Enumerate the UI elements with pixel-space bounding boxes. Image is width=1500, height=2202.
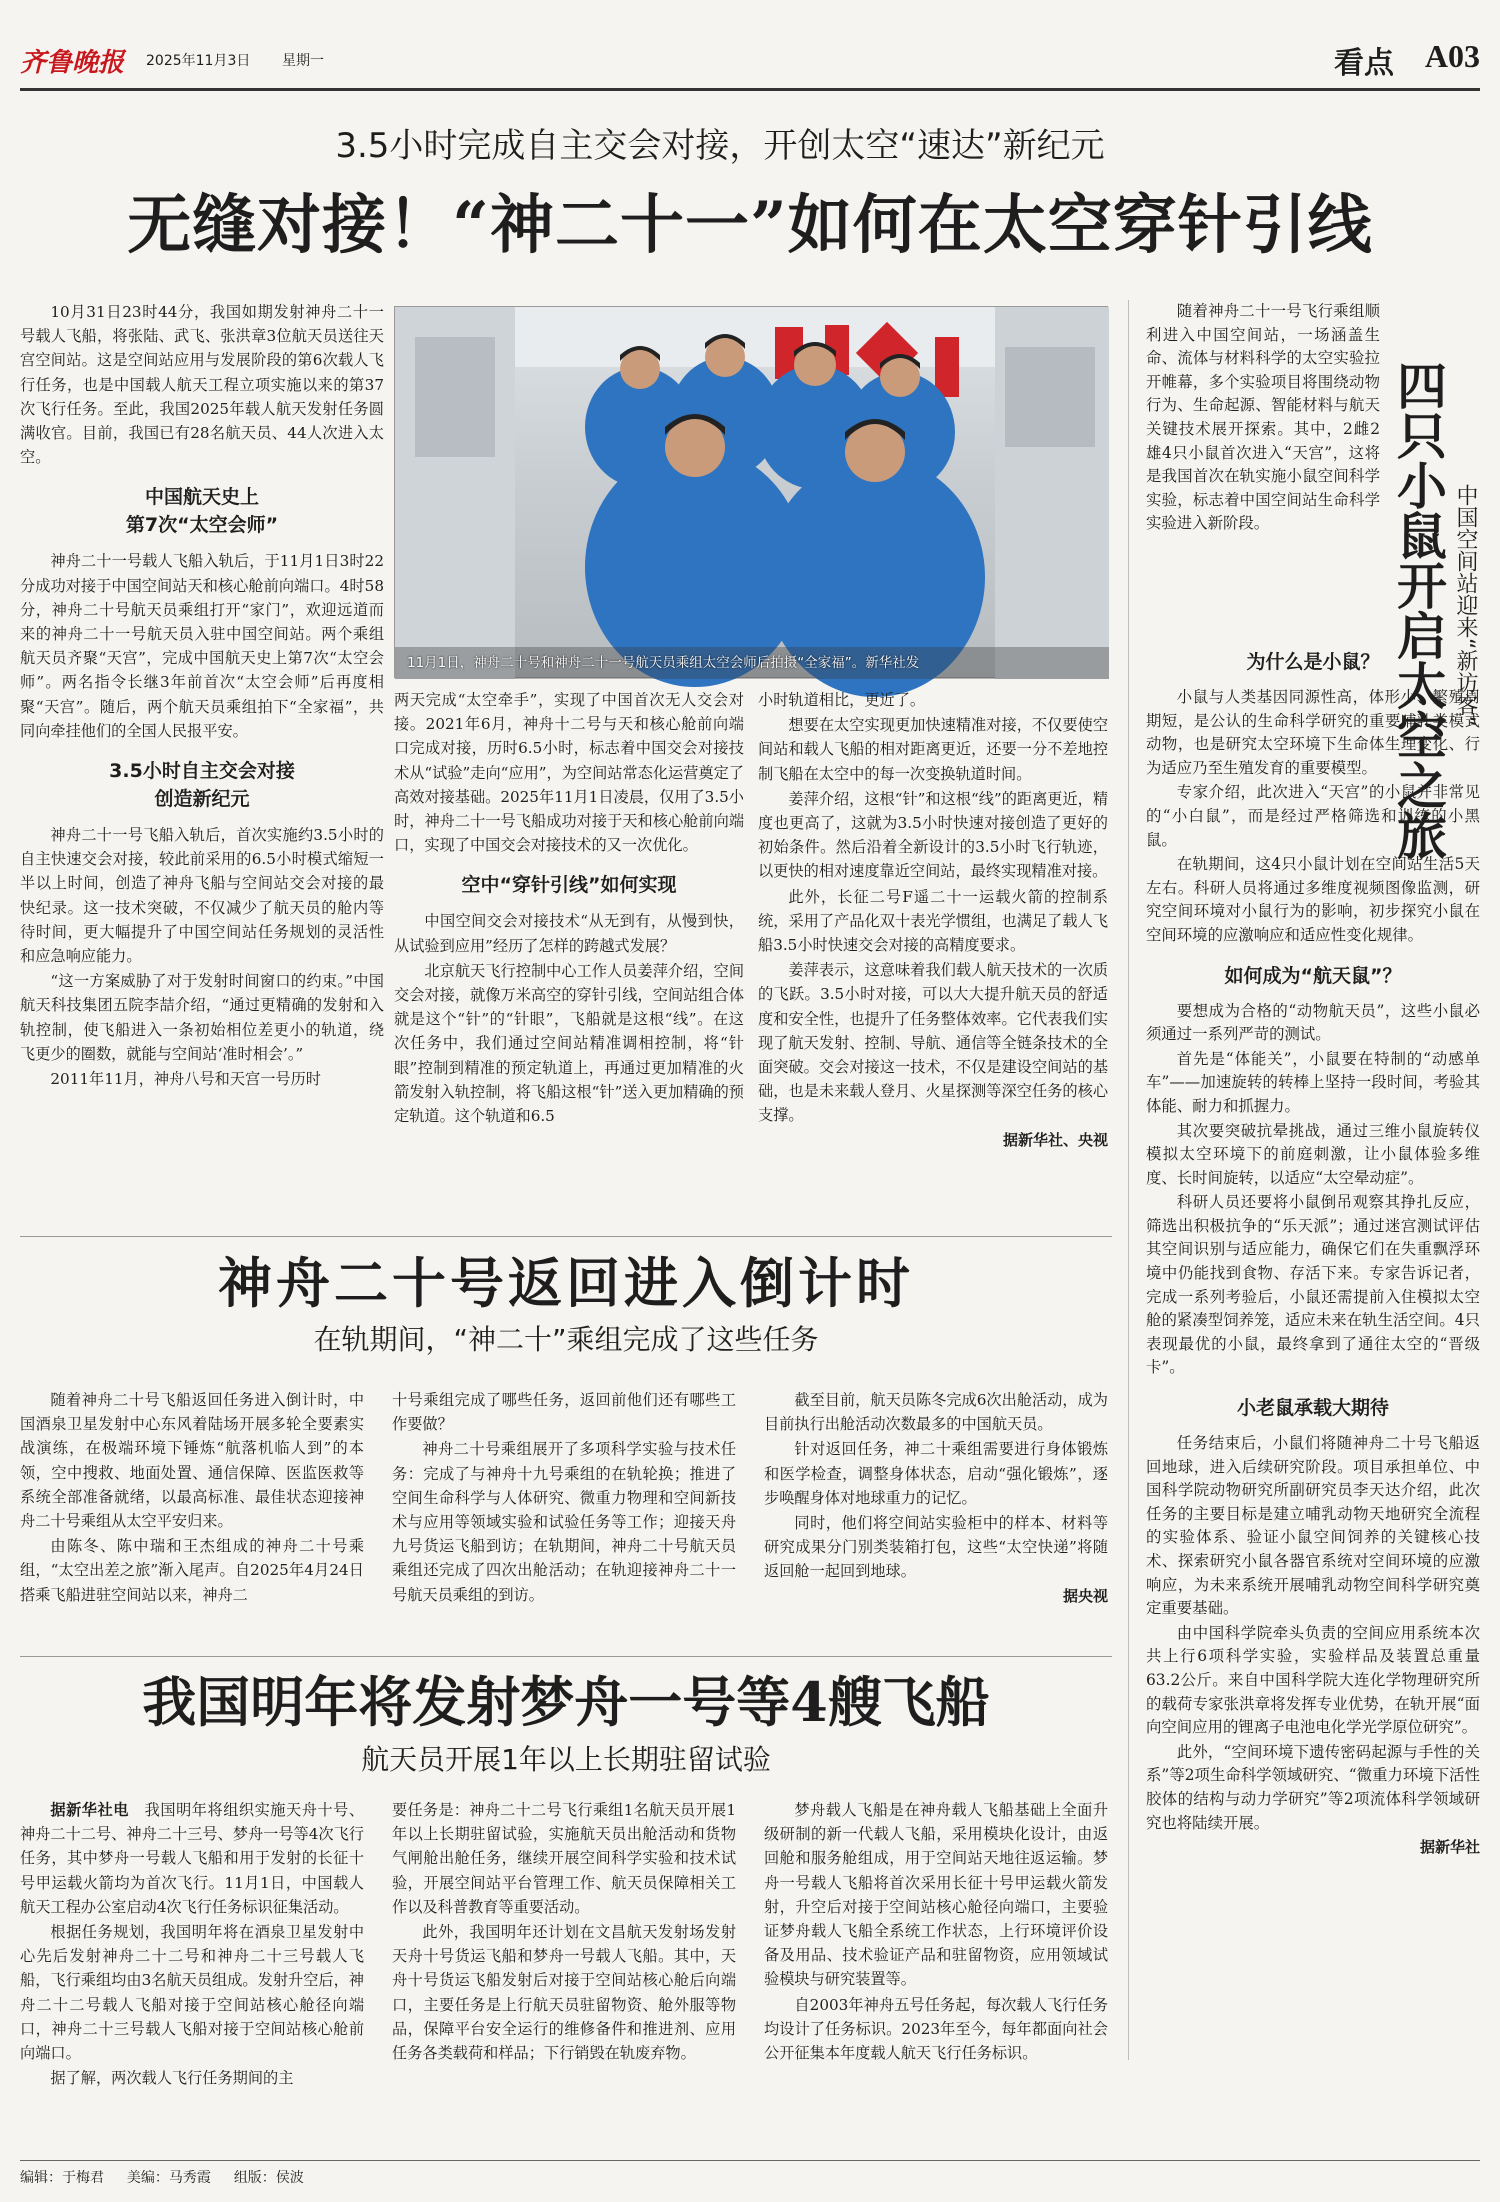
lead-paragraph: 小时轨道相比，更近了。	[758, 691, 926, 709]
header-rule	[20, 88, 1480, 91]
column-divider	[1128, 300, 1129, 2060]
sidebar-paragraph: 在轨期间，这4只小鼠计划在空间站生活5天左右。科研人员将通过多维度视频图像监测，研究空间环境对小鼠行为的影响，初步探究小鼠在空间环境的应激响应和适应性变化规律。	[1146, 855, 1480, 944]
sidebar-paragraph: 由中国科学院牵头负责的空间应用系统本次共上行6项科学实验，实验样品及装置总重量63.2公斤。来自中国科学院大连化学物理研究所的载荷专家张洪章将发挥专业优势，在轨开展“面向空间应用的锂离子电池电化学光学原位研究”。	[1146, 1623, 1480, 1737]
lead-paragraph: 神舟二十一号飞船入轨后，首次实施约3.5小时的自主快速交会对接，较此前采用的6.5小时模式缩短一半以上时间，创造了神舟飞船与空间站交会对接的最快纪录。这一技术突破，不仅减少了航天员的舱内等待时间，更大幅提升了中国空间站任务规划的灵活性和应急响应能力。	[20, 826, 384, 966]
sidebar-intro	[1146, 300, 1380, 640]
issue-date: 2025年11月3日	[146, 53, 251, 69]
story2-paragraph: 神舟二十号乘组展开了多项科学实验与技术任务：完成了与神舟十九号乘组的在轨轮换；推进了空间生命科学与人体研究、微重力物理和空间新技术与应用等领域实验和试验任务等工作；迎接天舟九号货运飞船到访；在轨期间，神舟二十号航天员乘组还完成了四次出舱活动；在轨迎接神舟二十一号航天员乘组的到访。	[392, 1440, 736, 1604]
lead-paragraph: “这一方案威胁了对于发射时间窗口的约束。”中国航天科技集团五院李喆介绍，“通过更精确的发射和入轨控制，使飞船进入一条初始相位差更小的轨道，绕飞更少的圈数，就能与空间站‘准时相会’。”	[20, 972, 384, 1063]
paper-logo: 齐鲁晚报	[20, 48, 125, 78]
lead-paragraph: 两天完成“太空牵手”，实现了中国首次无人交会对接。2021年6月，神舟十二号与天和核心舱前向端口完成对接，历时6.5小时，标志着中国交会对接技术从“试验”走向“应用”，为空间站常态化运营奠定了高效对接基础。2025年11月1日凌晨，仅用了3.5小时，神舟二十一号飞船成功对接于天和核心舱前向端口，实现了中国交会对接技术的又一次优化。	[394, 691, 744, 855]
story2-paragraph: 同时，他们将空间站实验柜中的样本、材料等研究成果分门别类装箱打包，这些“太空快递”将随返回舱一起回到地球。	[764, 1514, 1108, 1581]
story2-subhead: 在轨期间，“神二十”乘组完成了这些任务	[313, 1323, 819, 1356]
story3-headline: 我国明年将发射梦舟一号等4艘飞船	[142, 1670, 990, 1734]
lead-paragraph: 2011年11月，神舟八号和天宫一号历时	[50, 1070, 321, 1089]
story3-column-3	[764, 1798, 1108, 2068]
lead-subheading-1: 中国航天史上 第7次“太空会师”	[125, 486, 279, 537]
story2-column-1	[20, 1388, 364, 1648]
story2-paragraph: 由陈冬、陈中瑞和王杰组成的神舟二十号乘组，“太空出差之旅”渐入尾声。自2025年4月24日搭乘飞船进驻空间站以来，神舟二	[20, 1537, 364, 1604]
story3-column-2	[392, 1798, 736, 2068]
sidebar-title: 四只小鼠开启太空之旅	[1389, 360, 1448, 860]
sidebar-body	[1146, 648, 1480, 2068]
story2-column-2	[392, 1388, 736, 1648]
lead-subheading-3: 空中“穿针引线”如何实现	[461, 874, 677, 897]
lead-headline: 无缝对接！“神二十一”如何在太空穿针引线	[127, 188, 1373, 263]
sidebar-subheading-2: 如何成为“航天鼠”？	[1224, 964, 1402, 987]
story2-paragraph: 针对返回任务，神二十乘组需要进行身体锻炼和医学检查，调整身体状态，启动“强化锻炼”，逐步唤醒身体对地球重力的记忆。	[764, 1440, 1108, 1507]
lead-paragraph: 神舟二十一号载人飞船入轨后，于11月1日3时22分成功对接于中国空间站天和核心舱前向端口。4时58分，神舟二十号航天员乘组打开“家门”，欢迎远道而来的神舟二十一号航天员入驻中国空间站。两个乘组航天员齐聚“天宫”，完成中国航天史上第7次“太空会师”。两名指令长继3年前首次“太空会师”后再度相聚“天宫”。随后，两个航天员乘组拍下“全家福”，共同向牵挂他们的全国人民报平安。	[20, 552, 384, 740]
sidebar-paragraph: 此外，“空间环境下遗传密码起源与手性的关系”等2项生命科学领域研究、“微重力环境下活性胶体的结构与动力学研究”等2项流体科学领域研究也将陆续开展。	[1146, 1742, 1480, 1832]
sidebar-paragraph: 要想成为合格的“动物航天员”，这些小鼠必须通过一系列严苛的测试。	[1146, 1001, 1480, 1044]
story2-paragraph: 截至目前，航天员陈冬完成6次出舱活动，成为目前执行出舱活动次数最多的中国航天员。	[764, 1391, 1108, 1434]
lead-kicker: 3.5小时完成自主交会对接，开创太空“速达”新纪元	[335, 126, 1105, 166]
story3-dateline: 据新华社电	[50, 1801, 129, 1819]
story3-column-1	[20, 1798, 365, 2088]
sidebar-subheading-3: 小老鼠承载大期待	[1236, 1397, 1389, 1420]
lead-paragraph: 10月31日23时44分，我国如期发射神舟二十一号载人飞船，将张陆、武飞、张洪章3位航天员送往天宫空间站。这是空间站应用与发展阶段的第6次载人飞行任务，也是中国载人航天工程立项实施以来的第37次飞行任务。至此，我国2025年载人航天发射任务圆满收官。目前，我国已有28名航天员、44人次进入太空。	[20, 303, 384, 467]
sidebar-paragraph: 小鼠与人类基因同源性高，体形小、繁殖周期短，是公认的生命科学研究的重要哺乳类模式动物，也是研究太空环境下生命体生理变化、行为适应乃至生殖发育的重要模型。	[1146, 688, 1480, 777]
sidebar-paragraph: 专家介绍，此次进入“天宫”的小鼠并非常见的“小白鼠”，而是经过严格筛选和训练的小黑鼠。	[1146, 783, 1480, 849]
story2-headline: 神舟二十号返回进入倒计时	[218, 1251, 914, 1315]
lead-paragraph: 北京航天飞行控制中心工作人员姜萍介绍，空间交会对接，就像万米高空的穿针引线，空间站组合体就是这个“针”的“针眼”，飞船就是这根“线”。在这次任务中，我们通过空间站精准调相控制，将“针眼”控制到精准的预定轨道上，再通过更加精准的火箭发射入轨控制，将飞船这根“针”送入更加精确的预定轨道。这个轨道和6.5	[394, 961, 744, 1126]
story3-paragraph: 自2003年神舟五号任务起，每次载人飞行任务均设计了任务标识。2023年至今，每年都面向社会公开征集本年度载人航天飞行任务标识。	[764, 1995, 1108, 2063]
story3-paragraph: 根据任务规划，我国明年将在酒泉卫星发射中心先后发射神舟二十二号和神舟二十三号载人飞船，飞行乘组均由3名航天员组成。发射升空后，神舟二十二号载人飞船对接于空间站核心舱径向端口，神舟二十三号载人飞船对接于空间站核心舱前向端口。	[20, 1923, 364, 2063]
story3-rule	[20, 1656, 1112, 1657]
story3-paragraph: 据了解，两次载人飞行任务期间的主	[50, 2069, 294, 2088]
footer-rule	[20, 2160, 1480, 2161]
story3-paragraph: 梦舟载人飞船是在神舟载人飞船基础上全面升级研制的新一代载人飞船，采用模块化设计，由返回舱和服务舱组成，用于空间站天地往返运输。梦舟一号载人飞船将首次采用长征十号甲运载火箭发射，升空后对接于空间站核心舱径向端口，主要验证梦舟载人飞船全系统工作状态，上行环境评价设备及用品、技术验证产品和驻留物资，应用领域试验模块与研究装置等。	[764, 1801, 1108, 1989]
footer-editor: 编辑：于梅君	[20, 2170, 104, 2186]
sidebar-source: 据新华社	[1419, 1838, 1480, 1857]
lead-subheading-2: 3.5小时自主交会对接 创造新纪元	[109, 760, 295, 811]
sidebar-subheading-1: 为什么是小鼠？	[1246, 651, 1380, 673]
sidebar-paragraph: 首先是“体能关”，小鼠要在特制的“动感单车”——加速旋转的转棒上坚持一段时间，考验其体能、耐力和抓握力。	[1146, 1049, 1480, 1115]
lead-photo	[394, 306, 1108, 678]
page-footer	[20, 2168, 1480, 2188]
footer-proofreader: 组版：侯波	[233, 2170, 304, 2186]
section-name: 看点	[1334, 46, 1394, 81]
sidebar-paragraph: 科研人员还要将小鼠倒吊观察其挣扎反应，筛选出积极抗争的“乐天派”；通过迷宫测试评估其空间识别与适应能力，确保它们在失重飘浮环境中仍能找到食物、存活下来。专家告诉记者，完成一系列考验后，小鼠还需提前入住模拟太空舱的紧凑型饲养笼，适应未来在轨生活空间。4只表现最优的小鼠，最终拿到了通往太空的“晋级卡”。	[1146, 1193, 1480, 1377]
photo-caption: 11月1日，神舟二十号和神舟二十一号航天员乘组太空会师后拍摄“全家福”。新华社发	[407, 655, 920, 671]
story2-paragraph: 十号乘组完成了哪些任务，返回前他们还有哪些工作要做？	[392, 1391, 736, 1434]
sidebar-paragraph: 随着神舟二十一号飞行乘组顺利进入中国空间站，一场涵盖生命、流体与材料科学的太空实验拉开帷幕，多个实验项目将围绕动物行为、生命起源、智能材料与航天关键技术展开探索。其中，2雌2雄4只小鼠首次进入“天宫”，这将是我国首次在轨实施小鼠空间科学实验，标志着中国空间站生命科学实验进入新阶段。	[1146, 302, 1380, 533]
lead-paragraph: 姜萍表示，这意味着我们载人航天技术的一次质的飞跃。3.5小时对接，可以大大提升航天员的舒适度和安全性，也提升了任务整体效率。它代表我们实现了航天发射、控制、导航、通信等全链条技术的全面突破。交会对接这一技术，不仅是建设空间站的基础，也是未来载人登月、火星探测等深空任务的核心支撑。	[758, 961, 1108, 1125]
lead-paragraph: 姜萍介绍，这根“针”和这根“线”的距离更近，精度也更高了，这就为3.5小时快速对接创造了更好的初始条件。然后沿着全新设计的3.5小时飞行轨迹，以更快的相对速度靠近空间站，最终实现精准对接。	[758, 789, 1109, 881]
lead-paragraph: 中国空间交会对接技术“从无到有，从慢到快，从试验到应用”经历了怎样的跨越式发展？	[394, 912, 744, 955]
story3-paragraph	[20, 1798, 364, 1919]
story2-column-3	[764, 1388, 1108, 1648]
page-number: A03	[1424, 38, 1480, 74]
footer-designer: 美编：马秀霞	[126, 2170, 211, 2186]
lead-paragraph: 想要在太空实现更加快速精准对接，不仅要使空间站和载人飞船的相对距离更近，还要一分不差地控制飞船在太空中的每一次变换轨道时间。	[758, 716, 1108, 783]
astronaut-group-photo	[395, 307, 1109, 679]
story3-lead-text: 我国明年将组织实施天舟十号、神舟二十二号、神舟二十三号、梦舟一号等4次飞行任务，其中梦舟一号载人飞船和用于发射的长征十号甲运载火箭均为首次飞行。11月1日，中国载人航天工程办公室启动4次飞行任务标识征集活动。	[20, 1801, 365, 1916]
story2-paragraph: 随着神舟二十号飞船返回任务进入倒计时，中国酒泉卫星发射中心东风着陆场开展多轮全要素实战演练，在极端环境下锤炼“航落机临人到”的本领，空中搜救、地面处置、通信保障、医监医救等系统全部准备就绪，以最高标准、最佳状态迎接神舟二十号乘组从太空平安归来。	[20, 1391, 364, 1531]
lead-paragraph: 此外，长征二号F遥二十一运载火箭的控制系统，采用了产品化双十表光学惯组，也满足了载人飞船3.5小时快速交会对接的高精度要求。	[758, 887, 1108, 955]
masthead	[20, 34, 1480, 90]
story3-paragraph: 此外，我国明年还计划在文昌航天发射场发射天舟十号货运飞船和梦舟一号载人飞船。其中，天舟十号货运飞船发射后对接于空间站核心舱后向端口，主要任务是上行航天员驻留物资、舱外服等物品，保障平台安全运行的维修备件和推进剂、应用任务各类载荷和样品；下行销毁在轨废弃物。	[392, 1923, 736, 2063]
story2-rule	[20, 1236, 1112, 1237]
issue-weekday: 星期一	[282, 53, 324, 69]
story2-source: 据央视	[1062, 1586, 1108, 1605]
lead-source: 据新华社、央视	[1002, 1130, 1108, 1149]
story3-subhead: 航天员开展1年以上长期驻留试验	[361, 1743, 771, 1776]
sidebar-paragraph: 其次要突破抗晕挑战，通过三维小鼠旋转仪模拟太空环境下的前庭刺激，让小鼠体验多维度、长时间旋转，以适应“太空晕动症”。	[1146, 1121, 1480, 1187]
sidebar-paragraph: 任务结束后，小鼠们将随神舟二十号飞船返回地球，进入后续研究阶段。项目承担单位、中国科学院动物研究所副研究员李天达介绍，此次任务的主要目标是建立哺乳动物天地研究全流程的实验体系、验证小鼠空间饲养的关键核心技术、探索研究小鼠各器官系统对空间环境的应激响应，为未来系统开展哺乳动物空间科学研究奠定重要基础。	[1146, 1434, 1480, 1618]
story3-paragraph: 要任务是：神舟二十二号飞行乘组1名航天员开展1年以上长期驻留试验，实施航天员出舱活动和货物气闸舱出舱任务，继续开展空间科学实验和技术试验，开展空间站平台管理工作、航天员保障相关工作以及科普教育等重要活动。	[392, 1801, 736, 1916]
sidebar-subtitle: 中国空间站迎来“新访客”	[1453, 484, 1478, 727]
